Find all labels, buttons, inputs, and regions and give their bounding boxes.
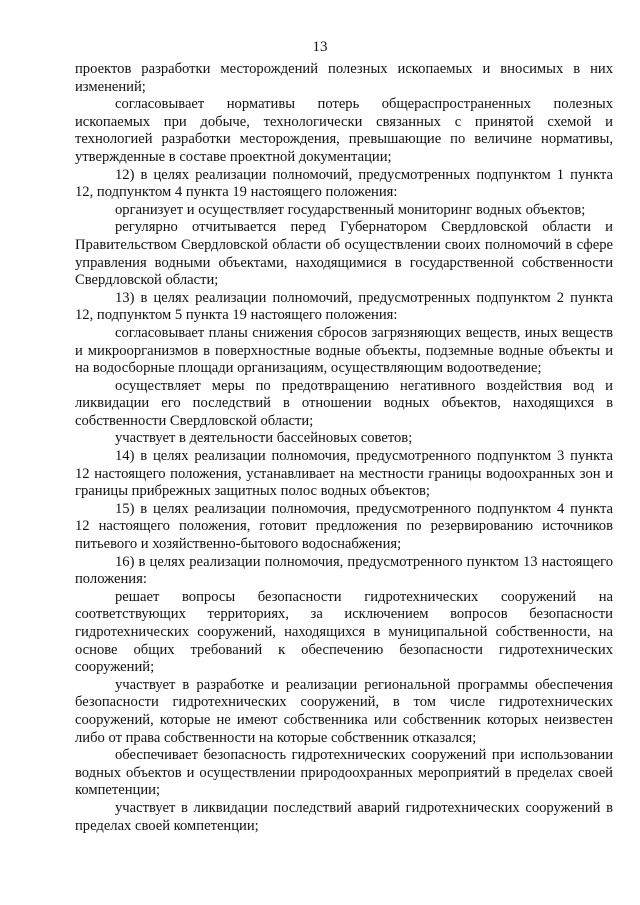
paragraph: согласовывает нормативы потерь общераспространенных полезных ископаемых при добыче, технологически связанных с принятой схемой и технологией разработки месторождения, превышающие по величине нормативы, утвержденные в составе проектной документации;: [75, 96, 613, 165]
paragraph: регулярно отчитывается перед Губернатором Свердловской области и Правительством Свердловской области об осуществлении своих полномочий в сфере управления водными объектами, находящимися в государственной собственности Свердловской области;: [75, 219, 613, 289]
paragraph-item-14: 14) в целях реализации полномочия, предусмотренного подпунктом 3 пункта 12 настоящего положения, устанавливает на местности границы водоохранных зон и границы прибрежных защитных полос водных объектов;: [75, 448, 613, 500]
paragraph: участвует в разработке и реализации региональной программы обеспечения безопасности гидротехнических сооружений, в том числе гидротехнических сооружений, которые не имеют собственника или собственник которых неизвестен либо от права собственности на которые собственник отказался;: [75, 676, 613, 746]
paragraph: согласовывает планы снижения сбросов загрязняющих веществ, иных веществ и микроорганизмов в поверхностные водные объекты, подземные водные объекты и на водосборные площади организациям, осуществляющим водоотведение;: [75, 324, 613, 377]
paragraph-item-13: 13) в целях реализации полномочий, предусмотренных подпунктом 2 пункта 12, подпунктом 5 пункта 19 настоящего положения:: [75, 289, 613, 324]
paragraph-item-15: 15) в целях реализации полномочия, предусмотренного подпунктом 4 пункта 12 настоящего положения, готовит предложения по резервированию источников питьевого и хозяйственно-бытового водоснабжения;: [75, 500, 613, 553]
paragraph-item-12: 12) в целях реализации полномочий, предусмотренных подпунктом 1 пункта 12, подпунктом 4 пункта 19 настоящего положения:: [75, 166, 613, 201]
page-number: 13: [312, 39, 328, 55]
paragraph: осуществляет меры по предотвращению негативного воздействия вод и ликвидации его последствий в отношении водных объектов, находящихся в собственности Свердловской области;: [75, 377, 613, 429]
paragraph: обеспечивает безопасность гидротехнических сооружений при использовании водных объектов и осуществлении природоохранных мероприятий в пределах своей компетенции;: [75, 747, 613, 799]
document-body: [75, 61, 613, 835]
paragraph: участвует в ликвидации последствий аварий гидротехнических сооружений в пределах своей компетенции;: [75, 799, 613, 834]
paragraph: решает вопросы безопасности гидротехнических сооружений на соответствующих территориях, за исключением вопросов безопасности гидротехнических сооружений, находящихся в муниципальной собственности, на основе общих требований к обеспечению безопасности гидротехнических сооружений;: [75, 588, 613, 676]
paragraph: участвует в деятельности бассейновых советов;: [115, 430, 413, 447]
paragraph: организует и осуществляет государственный мониторинг водных объектов;: [115, 201, 586, 218]
paragraph-continuation: проектов разработки месторождений полезных ископаемых и вносимых в них изменений;: [75, 61, 613, 95]
paragraph-item-16: 16) в целях реализации полномочия, предусмотренного пунктом 13 настоящего положения:: [75, 553, 613, 588]
